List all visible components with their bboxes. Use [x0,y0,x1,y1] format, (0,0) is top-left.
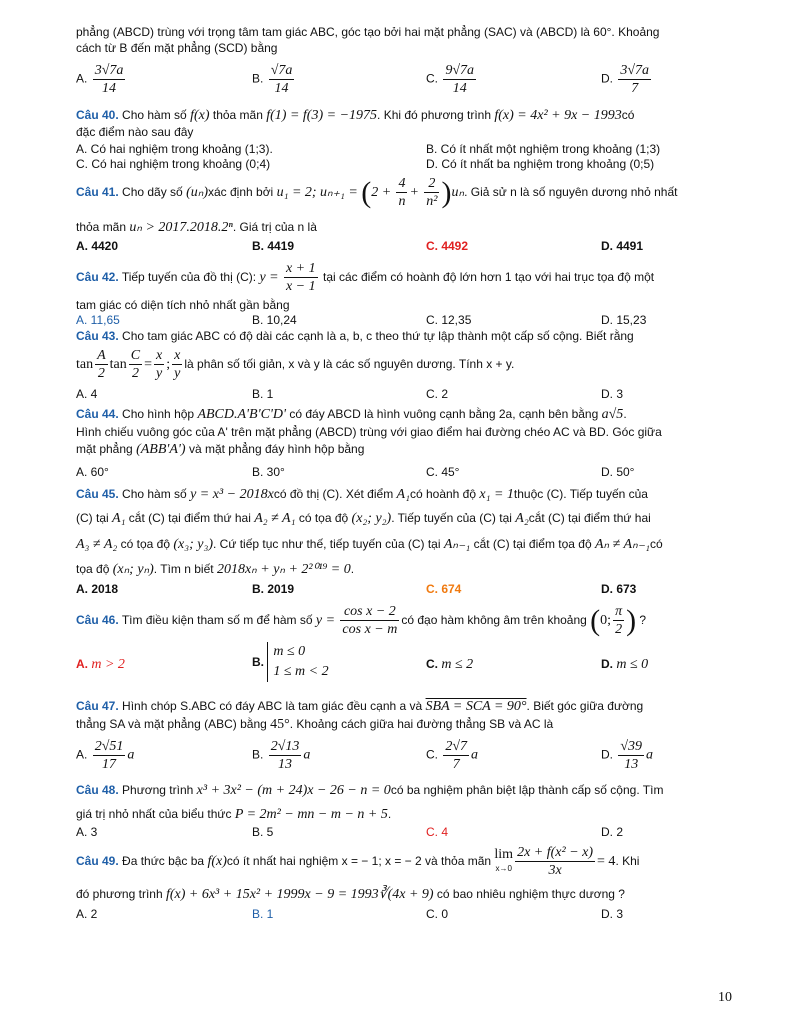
q49-option-a[interactable]: A. 2 [76,907,98,921]
q48-label: Câu 48. [76,783,119,797]
q45-option-c[interactable]: C. 674 [426,582,462,596]
q41-label: Câu 41. [76,185,119,199]
q44-line-3: mặt phẳng (ABB'A') và mặt phẳng đáy hình hộp bằng [76,442,365,457]
q43-option-c[interactable]: C. 2 [426,387,449,401]
q40-line-2: đặc điểm nào sau đây [76,125,194,139]
q42-option-c[interactable]: C. 12,35 [426,313,472,327]
intro-option-a[interactable]: A. $\frac{3√7a}{14}$ [76,63,124,96]
q44-label: Câu 44. [76,407,119,421]
q47-option-c[interactable]: C. $\frac{2√7}{7}$ a [426,739,479,772]
q42-option-b[interactable]: B. 10,24 [252,313,297,327]
q40-line-1: Câu 40. Cho hàm số f(x) thỏa mãn f(1) = f(3) = −1975. Khi đó phương trình f(x) = 4x² + 9x − 1993có [76,108,635,123]
q48-option-b[interactable]: B. 5 [252,825,274,839]
q42-line-2: tam giác có diện tích nhỏ nhất gần bằng [76,298,290,312]
q44-option-b[interactable]: B. 30° [252,465,285,479]
q41-option-d[interactable]: D. 4491 [601,239,644,253]
q42-label: Câu 42. [76,270,119,284]
q47-label: Câu 47. [76,699,119,713]
q43-option-a[interactable]: A. 4 [76,387,98,401]
q41-line-1: Câu 41. Cho dãy số (uₙ)xác định bởi u₁ = 2; uₙ₊₁ = (2 + $\frac{4}{n}$ + $\frac{2}{\text{n²}}$ )uₙ. Giả sử n là số nguyên dương nhỏ nhất [76,175,678,210]
q44-option-c[interactable]: C. 45° [426,465,460,479]
q46-line-1: Câu 46. Tìm điều kiện tham số m để hàm số y = $\frac{\text{cos x − 2}}{\text{cos x − m}}$ có đạo hàm không âm trên khoảng (0; $\frac{\pi}{2}$ ) ? [76,603,647,638]
q48-option-c[interactable]: C. 4 [426,825,449,839]
page-number: 10 [718,990,732,1005]
q46-option-d[interactable]: D. m ≤ 0 [601,657,649,672]
q47-option-b[interactable]: B. $\frac{2√13}{13}$ a [252,739,311,772]
q48-line-1: Câu 48. Phương trình x³ + 3x² − (m + 24)x − 26 − n = 0có ba nghiệm phân biệt lập thành cấp số cộng. Tìm [76,783,664,798]
intro-line-2: cách từ B đến mặt phẳng (SCD) bằng [76,41,278,55]
intro-option-d[interactable]: D. $\frac{3√7a}{7}$ [601,63,650,96]
q43-option-b[interactable]: B. 1 [252,387,274,401]
q49-line-1: Câu 49. Đa thức bậc ba f(x)có ít nhất hai nghiệm x = − 1; x = − 2 và thỏa mãn lim x→0 $\frac{\text{2x + f(x² − x)}}{3x}$ = 4. Khi [76,845,640,879]
q46-option-a[interactable]: A. m > 2 [76,657,125,672]
intro-option-b[interactable]: B. $\frac{√7a}{14}$ [252,63,293,96]
q43-line-1: Câu 43. Cho tam giác ABC có độ dài các cạnh là a, b, c theo thứ tự lập thành một cấp số cộng. Biết rằng [76,329,634,343]
q40-option-c[interactable]: C. Có hai nghiệm trong khoảng (0;4) [76,157,271,171]
q47-option-d[interactable]: D. $\frac{√39}{13}$ a [601,739,654,772]
q45-line-3: A₃ ≠ A₂ có tọa độ (x₃; y₃). Cứ tiếp tục như thế, tiếp tuyến của (C) tại Aₙ₋₁ cắt (C) tại điểm tọa độ Aₙ ≠ Aₙ₋₁có [76,537,663,552]
q42-option-d[interactable]: D. 15,23 [601,313,647,327]
q48-option-d[interactable]: D. 2 [601,825,624,839]
q41-option-b[interactable]: B. 4419 [252,239,295,253]
q49-line-2: đó phương trình f(x) + 6x³ + 15x² + 1999x − 9 = 1993∛(4x + 9) có bao nhiêu nghiệm thực dương ? [76,887,625,902]
q45-label: Câu 45. [76,487,119,501]
q47-option-a[interactable]: A. $\frac{2√51}{17}$ a [76,739,135,772]
q48-line-2: giá trị nhỏ nhất của biểu thức P = 2m² − mn − m − n + 5. [76,807,392,822]
q45-line-2: (C) tại A₁ cắt (C) tại điểm thứ hai A₂ ≠ A₁ có tọa độ (x₂; y₂). Tiếp tuyến của (C) tại A₂cắt (C) tại điểm thứ hai [76,511,651,526]
q45-line-4: tọa độ (xₙ; yₙ). Tìm n biết 2018xₙ + yₙ + 2²⁰¹⁹ = 0. [76,562,355,577]
q49-label: Câu 49. [76,854,119,868]
q44-option-a[interactable]: A. 60° [76,465,109,479]
q40-option-a[interactable]: A. Có hai nghiệm trong khoảng (1;3). [76,142,273,156]
q43-option-d[interactable]: D. 3 [601,387,624,401]
q44-line-2: Hình chiếu vuông góc của A' trên mặt phẳng (ABCD) trùng với giao điểm hai đường chéo AC và BD. Góc giữa [76,425,662,439]
q46-option-b[interactable]: B. m ≤ 0 1 ≤ m < 2 [252,642,329,682]
q48-option-a[interactable]: A. 3 [76,825,98,839]
q44-line-1: Câu 44. Cho hình hộp ABCD.A'B'C'D' có đáy ABCD là hình vuông cạnh bằng 2a, cạnh bên bằng a√5. [76,407,627,422]
q45-line-1: Câu 45. Cho hàm số y = x³ − 2018xcó đồ thị (C). Xét điểm A₁có hoành độ x₁ = 1thuộc (C). Tiếp tuyến của [76,487,648,502]
q43-line-2: tan $\frac{A}{2}$ tan $\frac{C}{2}$ = $\frac{x}{y}$ ; $\frac{x}{y}$ là phân số tối giản, x và y là các số nguyên dương. Tính x + y. [76,348,515,382]
q40-option-d[interactable]: D. Có ít nhất ba nghiệm trong khoảng (0;5) [426,157,655,171]
q47-line-2: thẳng SA và mặt phẳng (ABC) bằng 45°. Khoảng cách giữa hai đường thẳng SB và AC là [76,717,554,732]
q42-line-1: Câu 42. Tiếp tuyến của đồ thị (C): y = $\frac{x + 1}{x - 1}$ tại các điểm có hoành độ lớn hơn 1 tạo với hai trục tọa độ một [76,261,655,295]
q42-option-a[interactable]: A. 11,65 [76,313,120,327]
q41-line-2: thỏa mãn uₙ > 2017.2018.2ⁿ. Giá trị của n là [76,220,317,235]
q40-option-b[interactable]: B. Có ít nhất một nghiệm trong khoảng (1;3) [426,142,661,156]
q49-option-c[interactable]: C. 0 [426,907,449,921]
q49-option-b[interactable]: B. 1 [252,907,274,921]
q45-option-a[interactable]: A. 2018 [76,582,119,596]
q43-label: Câu 43. [76,329,119,343]
q45-option-b[interactable]: B. 2019 [252,582,295,596]
q46-option-c[interactable]: C. m ≤ 2 [426,657,474,672]
q41-option-a[interactable]: A. 4420 [76,239,119,253]
q49-option-d[interactable]: D. 3 [601,907,624,921]
q45-option-d[interactable]: D. 673 [601,582,637,596]
q47-line-1: Câu 47. Hình chóp S.ABC có đáy ABC là tam giác đều cạnh a và SBA = SCA = 90°. Biết góc giữa đường [76,699,644,714]
q44-option-d[interactable]: D. 50° [601,465,635,479]
q46-label: Câu 46. [76,613,119,627]
q41-option-c[interactable]: C. 4492 [426,239,469,253]
q40-label: Câu 40. [76,108,119,122]
intro-line-1: phẳng (ABCD) trùng với trọng tâm tam giác ABC, góc tạo bởi hai mặt phẳng (SAC) và (ABCD) là 60°. Khoảng [76,25,660,39]
intro-option-c[interactable]: C. $\frac{9√7a}{14}$ [426,63,475,96]
